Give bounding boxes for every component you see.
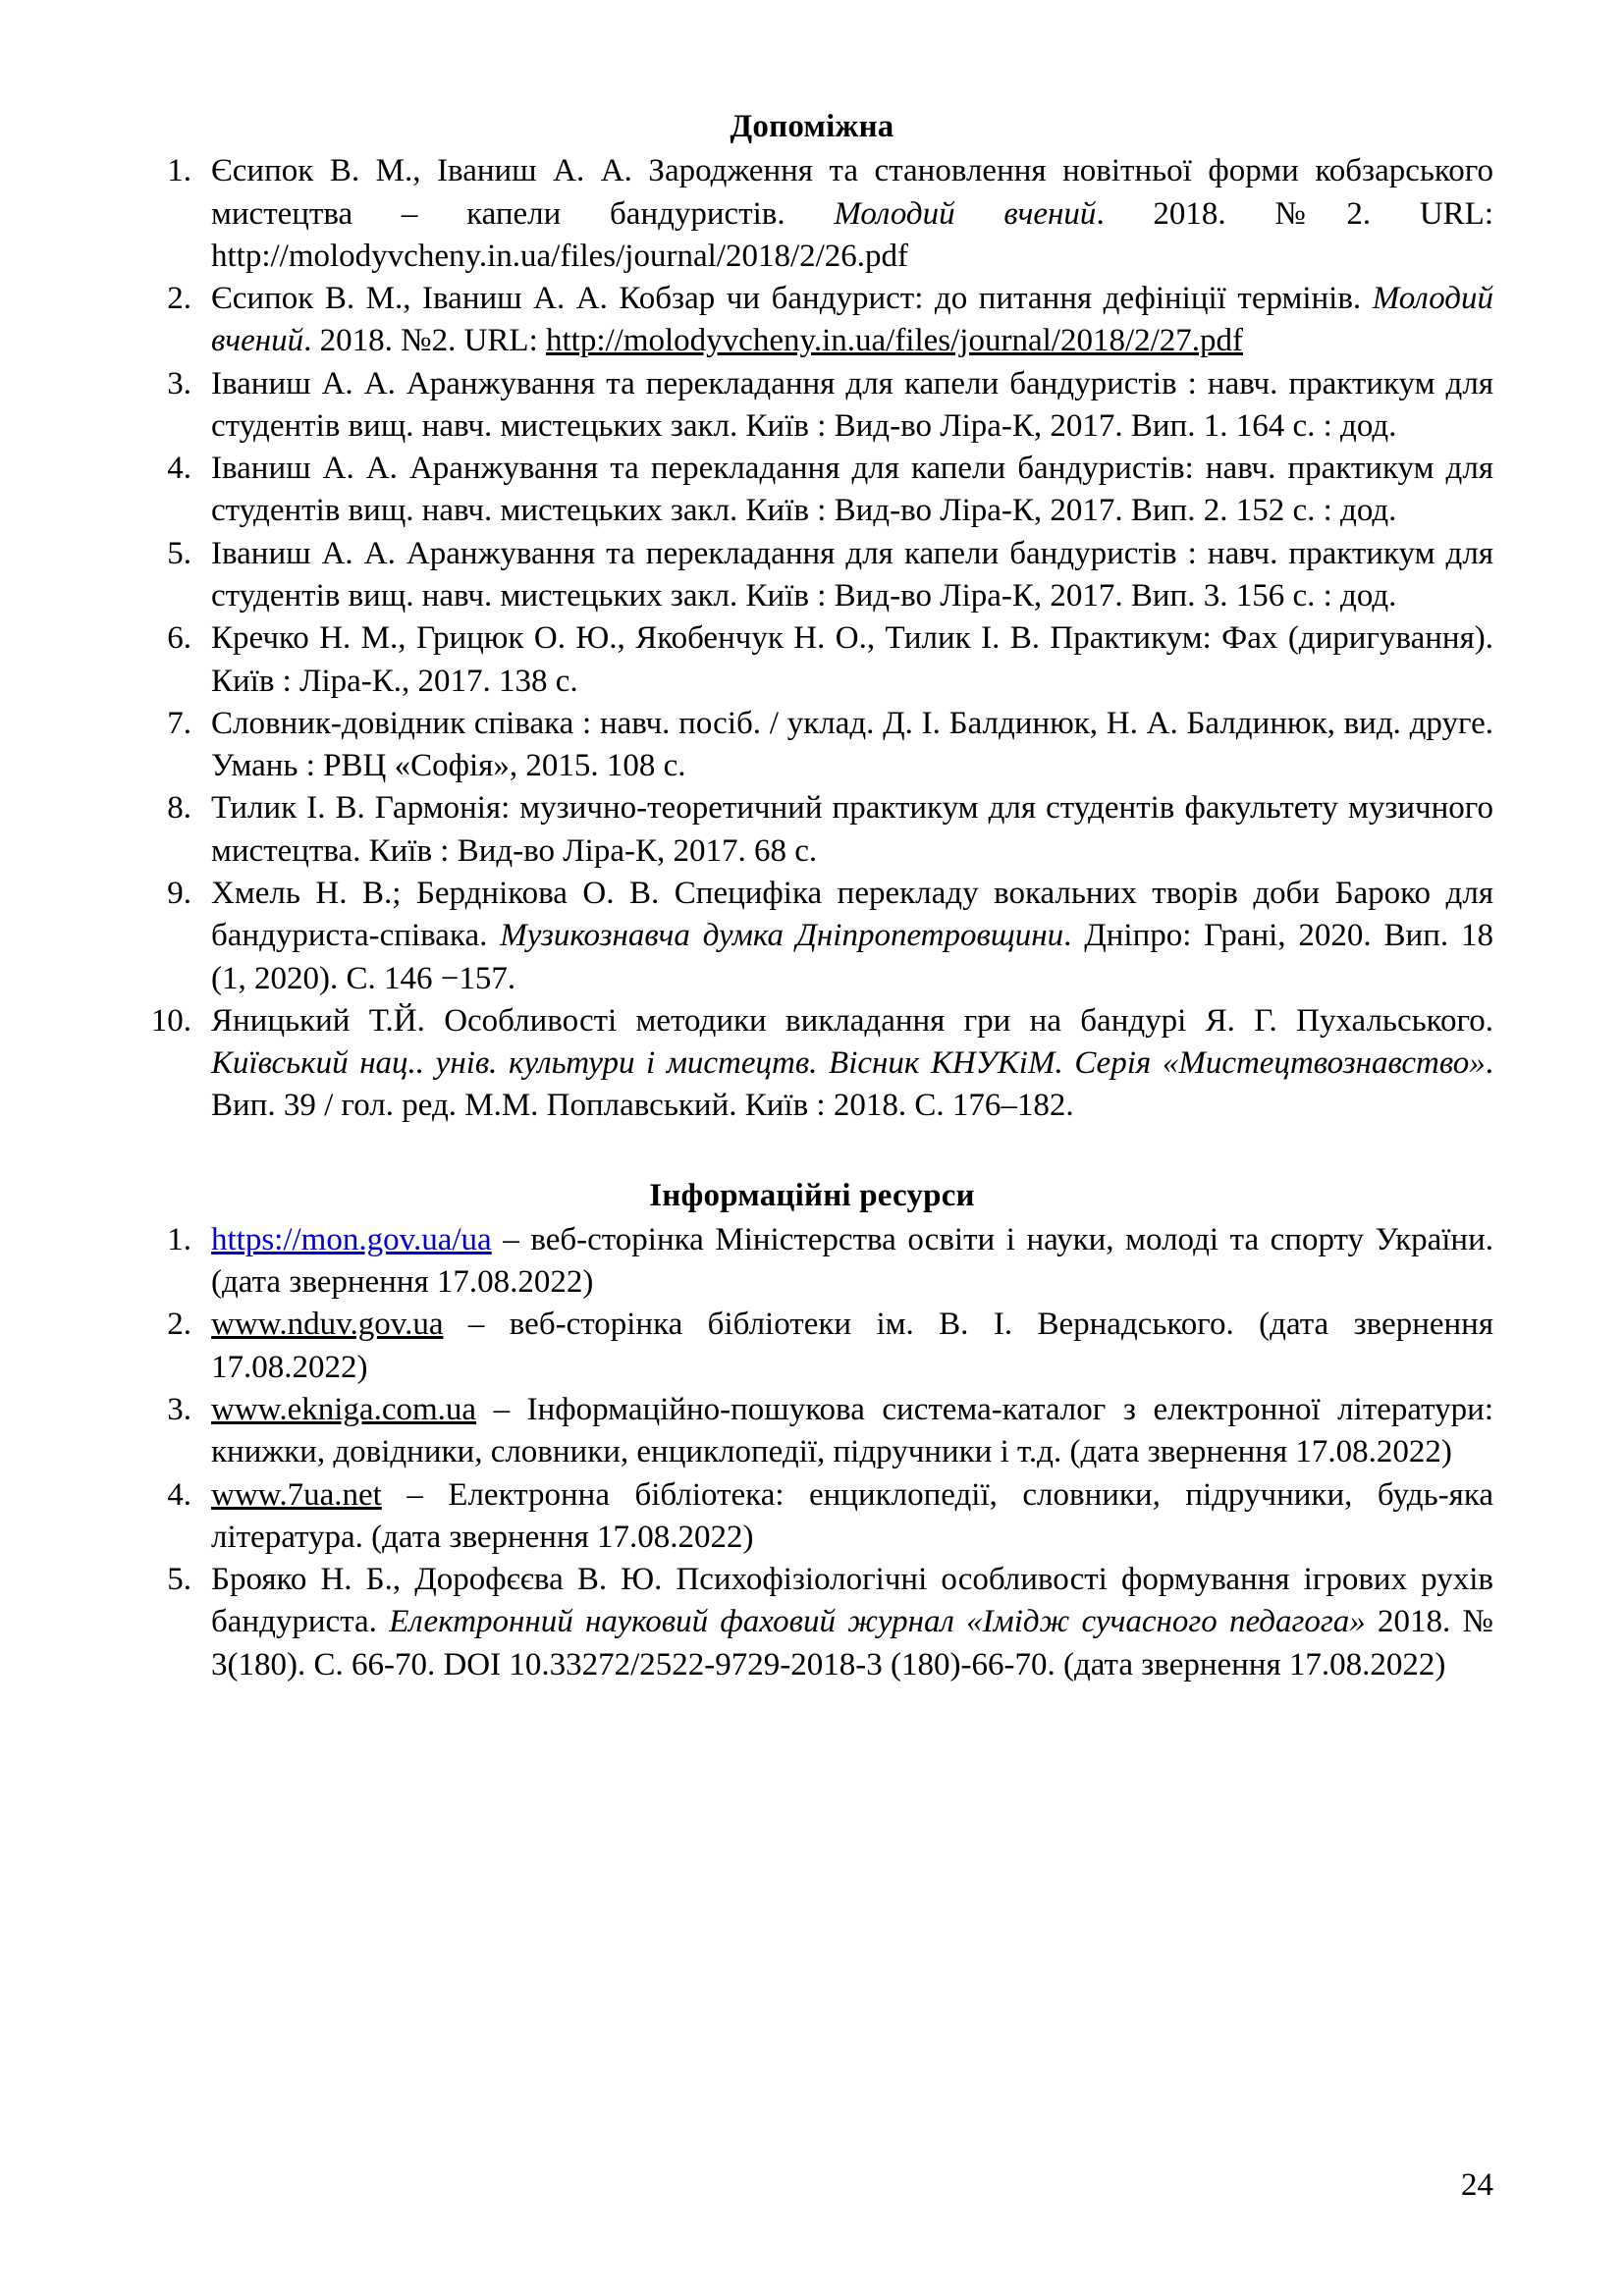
- reference-text-run: – веб-сторінка бібліотеки ім. В. І. Вернадського. (дата звернення 17.08.2022): [211, 1307, 1493, 1385]
- reference-item: [131, 787, 1493, 873]
- reference-item: [131, 1474, 1493, 1560]
- reference-text: [211, 533, 1493, 618]
- reference-item: [131, 1304, 1493, 1389]
- reference-text: [211, 150, 1493, 278]
- reference-item: [131, 533, 1493, 618]
- reference-item: [131, 1000, 1493, 1128]
- reference-text: [211, 1219, 1493, 1305]
- reference-url-link[interactable]: https://mon.gov.ua/ua: [211, 1221, 492, 1257]
- reference-text: [211, 1304, 1493, 1389]
- page-content: [131, 106, 1493, 1686]
- reference-list-auxiliary: [131, 150, 1493, 1127]
- reference-text: [211, 703, 1493, 788]
- reference-url-link[interactable]: www.ekniga.com.ua: [211, 1392, 477, 1428]
- reference-item: [131, 363, 1493, 449]
- reference-text: [211, 1474, 1493, 1560]
- reference-item: [131, 150, 1493, 278]
- reference-text-run: . 2018. №2. URL:: [303, 323, 546, 359]
- reference-item: [131, 703, 1493, 788]
- reference-text-run: Брояко Н. Б., Дорофєєва В. Ю. Психофізіологічні особливості формування ігрових рухів бандуриста.: [211, 1562, 1493, 1640]
- reference-text-run: . 2018. №2. URL: http://molodyvcheny.in.ua/files/journal/2018/2/26.pdf: [211, 195, 1494, 274]
- reference-item: [131, 617, 1493, 703]
- reference-text: [211, 363, 1493, 449]
- reference-item: [131, 873, 1493, 1000]
- section-heading-resources: Інформаційні ресурси: [649, 1177, 975, 1213]
- reference-text-run: Єсипок В. М., Іваниш А. А. Зародження та становлення новітньої форми кобзарського мистецтва – капели бандуристів.: [211, 153, 1493, 232]
- reference-text-run: . Вип. 39 / гол. ред. М.М. Поплавський. Київ : 2018. С. 176–182.: [211, 1045, 1493, 1124]
- section-heading-auxiliary: Допоміжна: [730, 109, 894, 144]
- reference-text-run: Кречко Н. М., Грицюк О. Ю., Якобенчук Н. О., Тилик І. В. Практикум: Фах (диригування). Київ : Ліра-К., 2017. 138 с.: [211, 620, 1493, 699]
- reference-url-link[interactable]: www.7ua.net: [211, 1476, 382, 1513]
- reference-text-run: – веб-сторінка Міністерства освіти і науки, молоді та спорту України. (дата звернення 17.08.2022): [211, 1221, 1493, 1301]
- reference-item: [131, 1559, 1493, 1686]
- page-number: 24: [1461, 2167, 1493, 2204]
- reference-text-run: Яницький Т.Й. Особливості методики викладання гри на бандурі Я. Г. Пухальського.: [211, 1002, 1493, 1039]
- reference-title-italic: Київський нац.. унів. культури і мистецтв. Вісник КНУКіМ. Серія «Мистецтвознавство»: [211, 1045, 1486, 1082]
- reference-text: [211, 1559, 1493, 1686]
- reference-text: [211, 448, 1493, 533]
- reference-title-italic: Молодий вчений: [834, 195, 1097, 232]
- reference-text: [211, 1000, 1493, 1128]
- reference-text-run: 2018. № 3(180). С. 66-70. DOI 10.33272/2522-9729-2018-3 (180)-66-70. (дата звернення 17.08.2022): [211, 1604, 1493, 1682]
- reference-title-italic: Електронний науковий фаховий журнал «Імідж сучасного педагога»: [389, 1604, 1366, 1640]
- reference-text-run: Іваниш А. А. Аранжування та перекладання для капели бандуристів : навч. практикум для студентів вищ. навч. мистецьких закл. Київ : Вид-во Ліра-К, 2017. Вип. 1. 164 с. : дод.: [211, 365, 1493, 444]
- reference-text: [211, 617, 1493, 703]
- reference-text-run: Хмель Н. В.; Берднікова О. В. Специфіка перекладу вокальних творів доби Бароко для бандуриста-співака.: [211, 876, 1493, 954]
- reference-list-resources: [131, 1219, 1493, 1686]
- reference-text-run: – Електронна бібліотека: енциклопедії, словники, підручники, будь-яка література. (дата звернення 17.08.2022): [211, 1476, 1493, 1555]
- reference-url-link[interactable]: http://molodyvcheny.in.ua/files/journal/2018/2/27.pdf: [546, 323, 1244, 359]
- reference-text-run: – Інформаційно-пошукова система-каталог з електронної літератури: книжки, довідники, словники, енциклопедії, підручники і т.д. (дата звернення 17.08.2022): [211, 1392, 1493, 1470]
- reference-item: [131, 448, 1493, 533]
- reference-text: [211, 278, 1493, 363]
- reference-text-run: . Дніпро: Грані, 2020. Вип. 18 (1, 2020). С. 146 −157.: [211, 918, 1494, 996]
- reference-text-run: Словник-довідник співака : навч. посіб. / уклад. Д. І. Балдинюк, Н. А. Балдинюк, вид. друге. Умань : РВЦ «Софія», 2015. 108 с.: [211, 705, 1493, 784]
- section-spacer: [131, 1128, 1493, 1175]
- reference-url-link[interactable]: www.nduv.gov.ua: [211, 1307, 444, 1343]
- reference-text: [211, 787, 1493, 873]
- reference-text-run: Єсипок В. М., Іваниш А. А. Кобзар чи бандурист: до питання дефініції термінів.: [211, 281, 1373, 317]
- reference-text-run: Іваниш А. А. Аранжування та перекладання для капели бандуристів: навч. практикум для студентів вищ. навч. мистецьких закл. Київ : Вид-во Ліра-К, 2017. Вип. 2. 152 с. : дод.: [211, 451, 1493, 529]
- reference-text: [211, 1389, 1493, 1474]
- reference-title-italic: Музикознавча думка Дніпропетровщини: [500, 918, 1064, 954]
- reference-item: [131, 1219, 1493, 1305]
- reference-text: [211, 873, 1493, 1000]
- reference-item: [131, 278, 1493, 363]
- reference-item: [131, 1389, 1493, 1474]
- reference-text-run: Іваниш А. А. Аранжування та перекладання для капели бандуристів : навч. практикум для студентів вищ. навч. мистецьких закл. Київ : Вид-во Ліра-К, 2017. Вип. 3. 156 с. : дод.: [211, 535, 1493, 614]
- reference-text-run: Тилик І. В. Гармонія: музично-теоретичний практикум для студентів факультету музичного мистецтва. Київ : Вид-во Ліра-К, 2017. 68 с.: [211, 790, 1493, 869]
- reference-title-italic: Молодий вчений: [211, 281, 1493, 359]
